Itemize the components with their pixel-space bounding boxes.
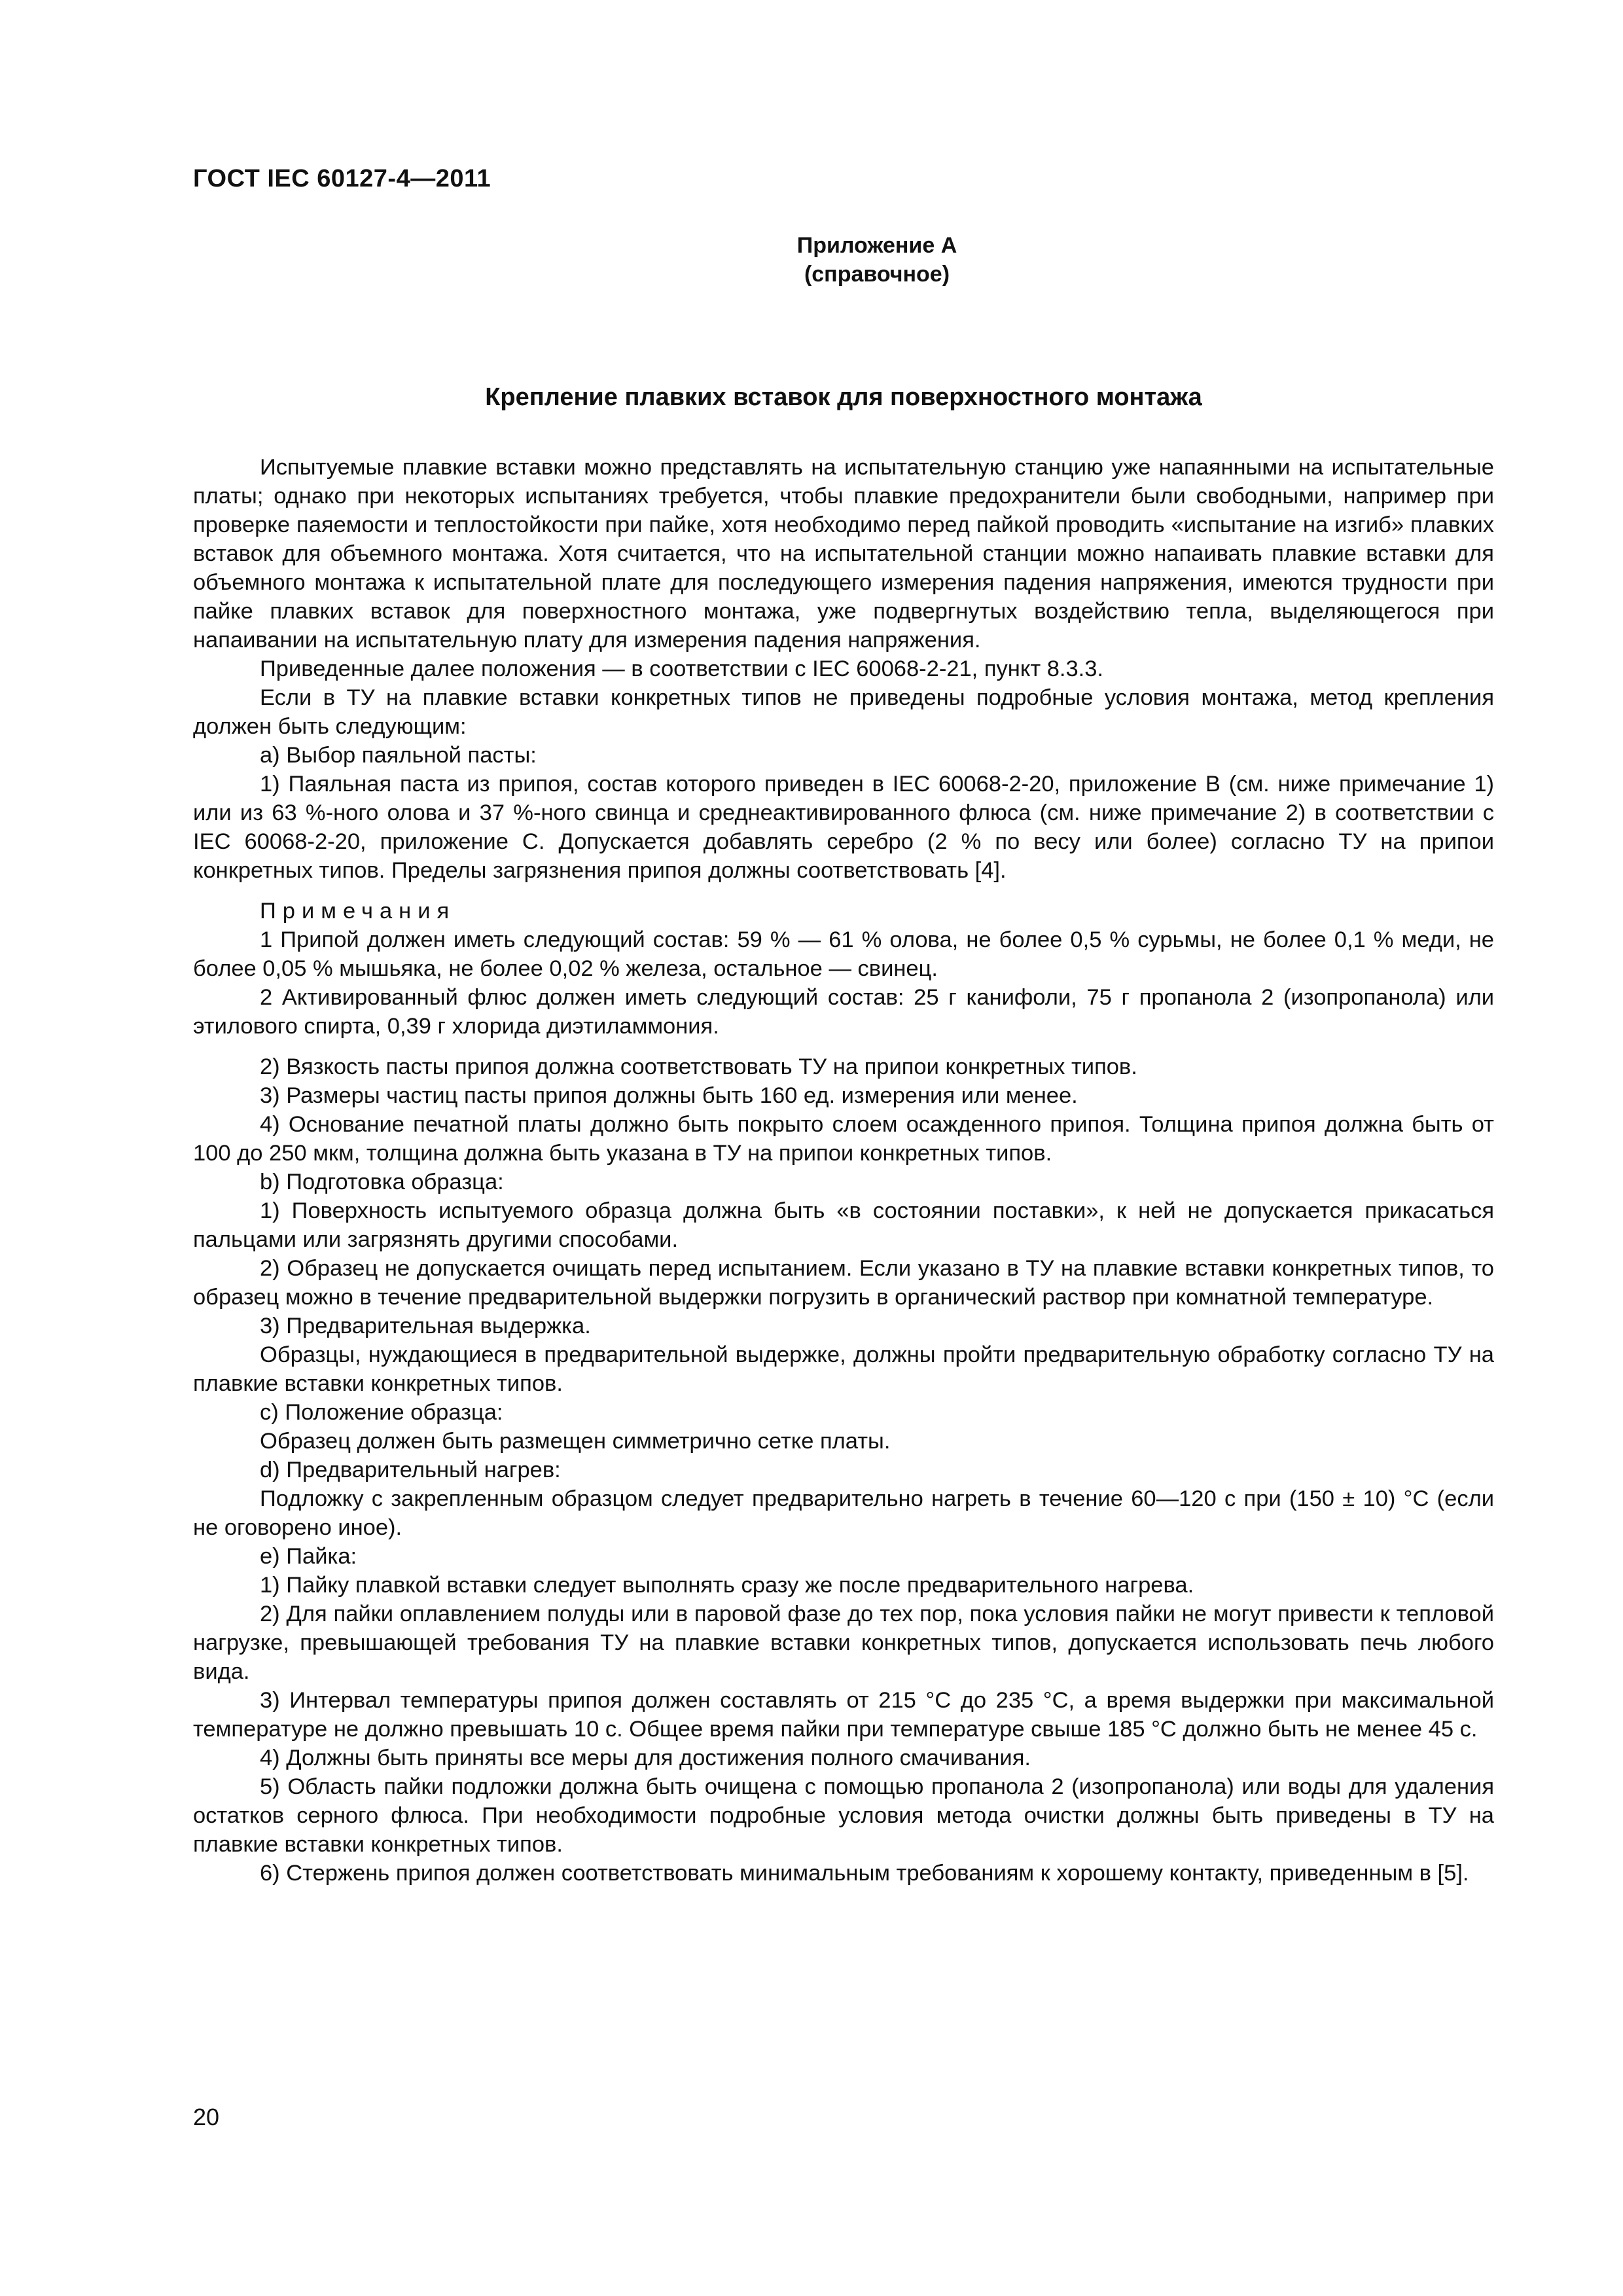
item-d-heading: d) Предварительный нагрев: xyxy=(260,1458,561,1482)
item-b1: 1) Поверхность испытуемого образца должна быть «в состоянии поставки», к ней не допускается прикасаться пальцами или загрязнять другими способами. xyxy=(193,1198,1494,1252)
item-e-heading: e) Пайка: xyxy=(260,1544,357,1569)
item-b-heading: b) Подготовка образца: xyxy=(260,1170,504,1194)
item-b3: 3) Предварительная выдержка. xyxy=(260,1314,591,1338)
section-title: Крепление плавких вставок для поверхностного монтажа xyxy=(485,384,1202,411)
item-c-text: Образец должен быть размещен симметрично сетке платы. xyxy=(260,1429,891,1454)
item-e2: 2) Для пайки оплавлением полуды или в паровой фазе до тех пор, пока условия пайки не могут привести к тепловой нагрузке, превышающей требования ТУ на плавкие вставки конкретных типов, допускается использовать печь любого вида. xyxy=(193,1602,1494,1684)
paragraph-reference: Приведенные далее положения — в соответствии с IEC 60068-2-21, пункт 8.3.3. xyxy=(260,656,1104,681)
item-e4: 4) Должны быть приняты все меры для достижения полного смачивания. xyxy=(260,1746,1031,1770)
item-a-heading: a) Выбор паяльной пасты: xyxy=(260,743,537,768)
notes-heading: Примечания xyxy=(260,899,456,924)
item-b3-text: Образцы, нуждающиеся в предварительной выдержке, должны пройти предварительную обработку согласно ТУ на плавкие вставки конкретных типов. xyxy=(193,1342,1494,1396)
appendix-type: (справочное) xyxy=(804,262,950,287)
item-d-text: Подложку с закрепленным образцом следует предварительно нагреть в течение 60—120 с при (150 ± 10) °C (если не оговорено иное). xyxy=(193,1486,1494,1540)
item-e5: 5) Область пайки подложки должна быть очищена с помощью пропанола 2 (изопропанола) или воды для удаления остатков серного флюса. При необходимости подробные условия метода очистки должны быть приведены в ТУ на плавкие вставки конкретных типов. xyxy=(193,1774,1494,1857)
paragraph-mounting-method: Если в ТУ на плавкие вставки конкретных типов не приведены подробные условия монтажа, метод крепления должен быть следующим: xyxy=(193,685,1494,739)
page-number: 20 xyxy=(193,2104,220,2130)
item-a3: 3) Размеры частиц пасты припоя должны быть 160 ед. измерения или менее. xyxy=(260,1083,1078,1108)
note-2: 2 Активированный флюс должен иметь следующий состав: 25 г канифоли, 75 г пропанола 2 (изопропанола) или этилового спирта, 0,39 г хлорида диэтиламмония. xyxy=(193,985,1494,1039)
document-header: ГОСТ IEC 60127-4—2011 xyxy=(193,165,491,192)
item-c-heading: c) Положение образца: xyxy=(260,1400,503,1425)
item-e6: 6) Стержень припоя должен соответствовать минимальным требованиям к хорошему контакту, приведенным в [5]. xyxy=(260,1861,1469,1886)
appendix-title: Приложение А xyxy=(796,233,957,258)
paragraph-intro: Испытуемые плавкие вставки можно представлять на испытательную станцию уже напаянными на испытательные платы; однако при некоторых испытаниях требуется, чтобы плавкие предохранители были свободными, например при проверке паяемости и теплостойкости при пайке, хотя необходимо перед пайкой проводить «испытание на изгиб» плавких вставок для объемного монтажа. Хотя считается, что на испытательной станции можно напаивать плавкие вставки для объемного монтажа к испытательной плате для последующего измерения падения напряжения, имеются трудности при пайке плавких вставок для поверхностного монтажа, уже подвергнутых воздействию тепла, выделяющегося при напаивании на испытательную плату для измерения падения напряжения. xyxy=(193,455,1494,653)
item-a2: 2) Вязкость пасты припоя должна соответствовать ТУ на припои конкретных типов. xyxy=(260,1054,1137,1079)
item-e3: 3) Интервал температуры припоя должен составлять от 215 °C до 235 °C, а время выдержки при максимальной температуре не должно превышать 10 с. Общее время пайки при температуре свыше 185 °C должно быть не менее 45 с. xyxy=(193,1688,1494,1742)
item-a1: 1) Паяльная паста из припоя, состав которого приведен в IEC 60068-2-20, приложение В (см. ниже примечание 1) или из 63 %-ного олова и 37 %-ного свинца и среднеактивированного флюса (см. ниже примечание 2) в соответствии с IEC 60068-2-20, приложение С. Допускается добавлять серебро (2 % по весу или более) согласно ТУ на припои конкретных типов. Пределы загрязнения припоя должны соответствовать [4]. xyxy=(193,772,1494,883)
item-a4: 4) Основание печатной платы должно быть покрыто слоем осажденного припоя. Толщина припоя должна быть от 100 до 250 мкм, толщина должна быть указана в ТУ на припои конкретных типов. xyxy=(193,1112,1494,1166)
note-1: 1 Припой должен иметь следующий состав: 59 % — 61 % олова, не более 0,5 % сурьмы, не более 0,1 % меди, не более 0,05 % мышьяка, не более 0,02 % железа, остальное — свинец. xyxy=(193,927,1494,981)
item-b2: 2) Образец не допускается очищать перед испытанием. Если указано в ТУ на плавкие вставки конкретных типов, то образец можно в течение предварительной выдержки погрузить в органический раствор при комнатной температуре. xyxy=(193,1256,1494,1310)
item-e1: 1) Пайку плавкой вставки следует выполнять сразу же после предварительного нагрева. xyxy=(260,1573,1194,1598)
body-text xyxy=(193,453,1494,1888)
